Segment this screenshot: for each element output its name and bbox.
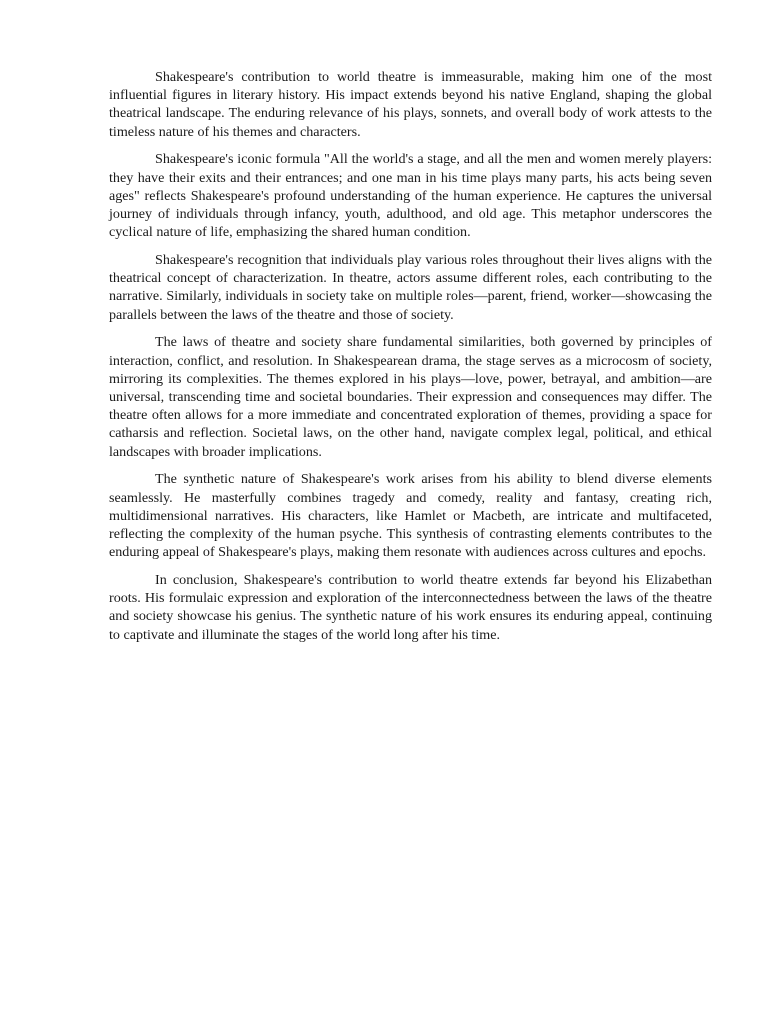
paragraph-4: The laws of theatre and society share fundamental similarities, both governed by principles of interaction, conflict, and resolution. In Shakespearean drama, the stage serves as a microcosm of society, mirroring its complexities. The themes explored in his plays—love, power, betrayal, and ambition—are universal, transcending time and societal boundaries. Their expression and consequences may differ. The theatre often allows for a more immediate and concentrated exploration of themes, providing a space for catharsis and reflection. Societal laws, on the other hand, navigate complex legal, political, and ethical landscapes with broader implications. [109,334,712,460]
paragraph-2: Shakespeare's iconic formula "All the world's a stage, and all the men and women merely players: they have their exits and their entrances; and one man in his time plays many parts, his acts being seven ages" reflects Shakespeare's profound understanding of the human experience. He captures the universal journey of individuals through infancy, youth, adulthood, and old age. This metaphor underscores the cyclical nature of life, emphasizing the shared human condition. [109,151,712,241]
paragraph-6: In conclusion, Shakespeare's contribution to world theatre extends far beyond his Elizabethan roots. His formulaic expression and exploration of the interconnectedness between the laws of the theatre and society showcase his genius. The synthetic nature of his work ensures its enduring appeal, continuing to captivate and illuminate the stages of the world long after his time. [109,572,712,643]
document-page [109,68,712,653]
paragraph-1: Shakespeare's contribution to world theatre is immeasurable, making him one of the most influential figures in literary history. His impact extends beyond his native England, shaping the global theatrical landscape. The enduring relevance of his plays, sonnets, and overall body of work attests to the timeless nature of his themes and characters. [109,69,712,140]
paragraph-3: Shakespeare's recognition that individuals play various roles throughout their lives aligns with the theatrical concept of characterization. In theatre, actors assume different roles, each contributing to the narrative. Similarly, individuals in society take on multiple roles—parent, friend, worker—showcasing the parallels between the laws of the theatre and those of society. [109,252,712,323]
paragraph-5: The synthetic nature of Shakespeare's work arises from his ability to blend diverse elements seamlessly. He masterfully combines tragedy and comedy, reality and fantasy, creating rich, multidimensional narratives. His characters, like Hamlet or Macbeth, are intricate and multifaceted, reflecting the complexity of the human psyche. This synthesis of contrasting elements contributes to the enduring appeal of Shakespeare's plays, making them resonate with audiences across cultures and epochs. [109,471,712,561]
